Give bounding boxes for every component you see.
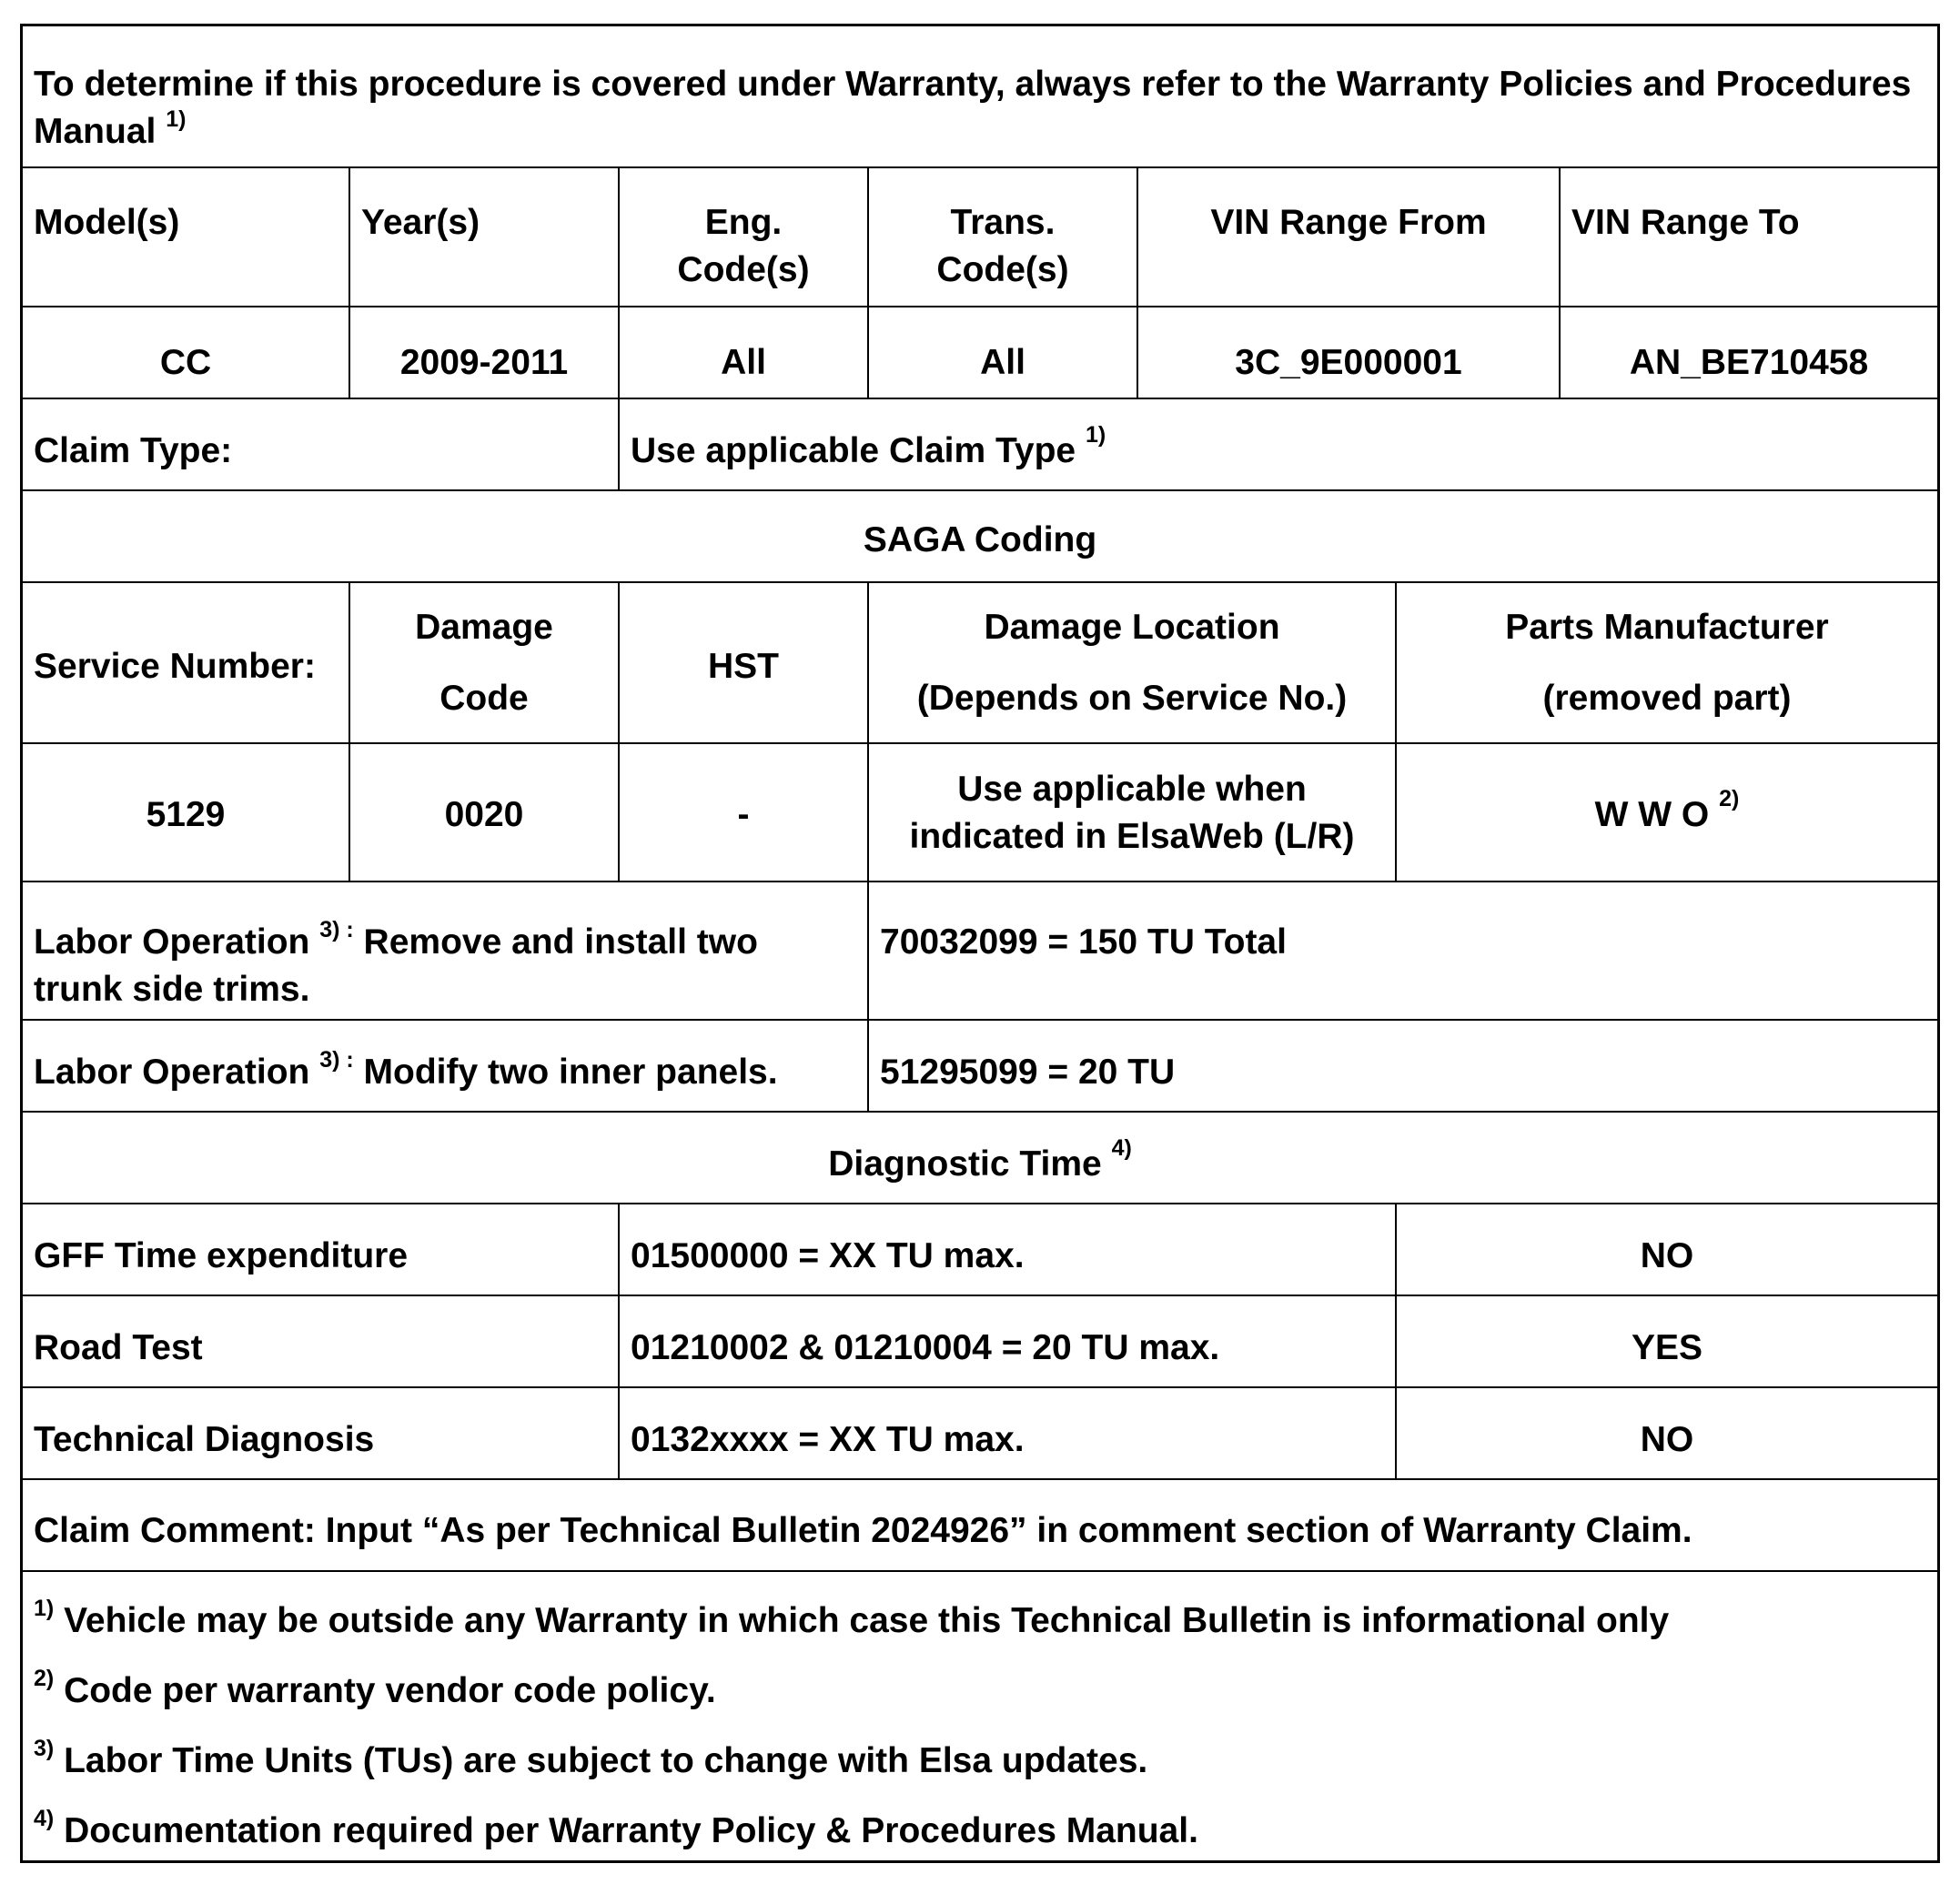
damage-location-value-cell: [867, 744, 1395, 881]
col-vin-to-label: VIN Range To: [1571, 203, 1800, 242]
trans-value: All: [980, 342, 1025, 382]
claim-type-label: Claim Type:: [34, 430, 233, 470]
value-model: [23, 307, 349, 398]
damage-location-value-1: Use applicable when: [957, 770, 1307, 809]
saga-header-row: [23, 583, 1937, 744]
parts-manufacturer-header: [1395, 583, 1937, 742]
year-value: 2009-2011: [399, 342, 569, 382]
labor-operation-1-footnote-mark: 3) :: [319, 917, 354, 942]
value-year: [349, 307, 618, 398]
diagnostic-flag: NO: [1640, 1419, 1694, 1459]
diagnostic-flag: NO: [1640, 1235, 1694, 1275]
diagnostic-flag-cell: [1395, 1204, 1937, 1295]
diagnostic-row: [23, 1388, 1937, 1480]
footnote-1: [23, 1597, 1937, 1645]
diagnostic-label: Technical Diagnosis: [34, 1419, 375, 1459]
service-number-value: 5129: [146, 795, 226, 834]
diagnostic-label: GFF Time expenditure: [34, 1235, 409, 1275]
model-value: CC: [159, 342, 212, 382]
eng-value: All: [721, 342, 766, 382]
diagnostic-code-cell: [618, 1204, 1395, 1295]
footnotes: [23, 1572, 1937, 1860]
labor-operation-2-text-1: Modify two inner panels.: [353, 1052, 778, 1092]
warranty-table: [20, 24, 1940, 1863]
damage-location-label-1: Damage Location: [984, 608, 1280, 647]
claim-comment: Claim Comment: Input “As per Technical Bulletin 2024926” in comment section of Warranty Claim.: [34, 1510, 1692, 1550]
service-number-label: Service Number:: [34, 646, 316, 686]
diagnostic-code-cell: [618, 1296, 1395, 1386]
hst-label: HST: [708, 646, 779, 686]
diagnostic-label-cell: [23, 1388, 618, 1478]
header-footnote-mark: 1): [166, 106, 187, 132]
saga-values-row: [23, 744, 1937, 882]
saga-title-cell: [23, 491, 1937, 581]
diagnostic-title-cell: Diagnostic Time $^{4)}$: [23, 1113, 1937, 1203]
diagnostic-flag-cell: [1395, 1296, 1937, 1386]
footnote-2-mark: 2): [34, 1666, 55, 1691]
footnote-1-mark: 1): [34, 1596, 55, 1621]
footnote-2: [23, 1667, 1937, 1715]
diagnostic-code-cell: [618, 1388, 1395, 1478]
service-number-value-cell: [23, 744, 349, 881]
footnotes-row: [23, 1572, 1937, 1860]
col-vin-from-label: VIN Range From: [1210, 203, 1487, 242]
footnote-4: [23, 1808, 1937, 1855]
diagnostic-label-cell: [23, 1296, 618, 1386]
labor-operation-1-text-2: trunk side trims.: [34, 970, 310, 1009]
footnote-1-text: Vehicle may be outside any Warranty in which case this Technical Bulletin is informational only: [54, 1601, 1670, 1640]
col-models-label: Model(s): [34, 203, 180, 242]
damage-code-value-cell: [349, 744, 618, 881]
service-number-header: [23, 583, 349, 742]
damage-code-header: [349, 583, 618, 742]
diagnostic-flag-cell: [1395, 1388, 1937, 1478]
col-vin-from: [1137, 168, 1559, 306]
value-eng: [618, 307, 867, 398]
labor-operation-2-label: Labor Operation: [34, 1052, 310, 1092]
damage-location-header: [867, 583, 1395, 742]
damage-code-value: 0020: [444, 795, 524, 834]
claim-type-value: Use applicable Claim Type: [631, 430, 1076, 470]
col-years-label: Year(s): [361, 203, 480, 242]
claim-type-row: [23, 399, 1937, 491]
col-eng-label-2: Code(s): [677, 250, 810, 289]
labor-operation-2-value: 51295099 = 20 TU: [880, 1052, 1176, 1092]
saga-title: SAGA Coding: [863, 519, 1097, 559]
footnote-4-text: Documentation required per Warranty Policy & Procedures Manual.: [54, 1811, 1198, 1850]
claim-type-label-cell: [23, 399, 618, 489]
vin-from-value: 3C_9E000001: [1235, 342, 1462, 382]
damage-code-label-2: Code: [439, 679, 529, 718]
parts-manufacturer-value: W W O: [1594, 795, 1710, 834]
labor-operation-2-footnote-mark: 3) :: [319, 1046, 354, 1073]
vin-to-value: AN_BE710458: [1629, 342, 1869, 382]
col-years: [349, 168, 618, 306]
parts-manufacturer-value-cell: W W O $^{2)}$: [1395, 744, 1937, 881]
diagnostic-row: [23, 1204, 1937, 1296]
col-eng-codes: [618, 168, 867, 306]
header-text: [23, 26, 1937, 166]
col-trans-codes: [867, 168, 1137, 306]
labor-operation-row-2: [23, 1021, 1937, 1113]
header-statement: To determine if this procedure is covered under Warranty, always refer to the Warranty Policies and Procedures Manual: [34, 65, 1912, 151]
hst-value: -: [737, 795, 750, 834]
parts-manufacturer-label-2: (removed part): [1542, 679, 1792, 718]
labor-operation-1-text-1: Remove and install two: [353, 922, 758, 962]
saga-title-row: [23, 491, 1937, 583]
col-vin-to: [1559, 168, 1937, 306]
parts-manufacturer-label-1: Parts Manufacturer: [1505, 608, 1829, 647]
claim-comment-row: [23, 1480, 1937, 1572]
footnote-3-text: Labor Time Units (TUs) are subject to change with Elsa updates.: [54, 1741, 1148, 1780]
value-vin-to: [1559, 307, 1937, 398]
footnote-3: [23, 1738, 1937, 1785]
hst-value-cell: [618, 744, 867, 881]
labor-operation-1-value: 70032099 = 150 TU Total: [880, 922, 1287, 962]
diagnostic-flag: YES: [1631, 1327, 1703, 1367]
value-vin-from: [1137, 307, 1559, 398]
diagnostic-code: 01500000 = XX TU max.: [631, 1235, 1025, 1275]
claim-comment-cell: [23, 1480, 1937, 1570]
labor-operation-1-value-cell: [867, 882, 1937, 1019]
diagnostic-label: Road Test: [34, 1327, 203, 1367]
damage-code-label-1: Damage: [415, 608, 553, 647]
footnote-4-mark: 4): [34, 1806, 55, 1831]
diagnostic-code: 0132xxxx = XX TU max.: [631, 1419, 1025, 1459]
col-eng-label-1: Eng.: [704, 203, 783, 242]
col-trans-label-1: Trans.: [950, 203, 1056, 242]
labor-operation-2-description: [23, 1021, 867, 1111]
diagnostic-title: Diagnostic Time: [828, 1143, 1102, 1184]
diagnostic-row: [23, 1296, 1937, 1388]
labor-operation-2-value-cell: [867, 1021, 1937, 1111]
labor-operation-row-1: [23, 882, 1937, 1021]
header-row: [23, 26, 1937, 168]
value-trans: [867, 307, 1137, 398]
diagnostic-label-cell: [23, 1204, 618, 1295]
col-models: [23, 168, 349, 306]
claim-type-value-cell: Use applicable Claim Type $^{1)}$: [618, 399, 1937, 489]
footnote-3-mark: 3): [34, 1736, 55, 1761]
hst-header: [618, 583, 867, 742]
diagnostic-title-row: [23, 1113, 1937, 1204]
vehicle-values-row: [23, 307, 1937, 399]
damage-location-value-2: indicated in ElsaWeb (L/R): [909, 817, 1355, 856]
labor-operation-1-label: Labor Operation: [34, 922, 310, 962]
footnote-2-text: Code per warranty vendor code policy.: [54, 1671, 716, 1710]
labor-operation-1-description: [23, 882, 867, 1019]
diagnostic-code: 01210002 & 01210004 = 20 TU max.: [631, 1327, 1220, 1367]
vehicle-header-row: [23, 168, 1937, 307]
col-trans-label-2: Code(s): [936, 250, 1069, 289]
damage-location-label-2: (Depends on Service No.): [916, 679, 1348, 718]
